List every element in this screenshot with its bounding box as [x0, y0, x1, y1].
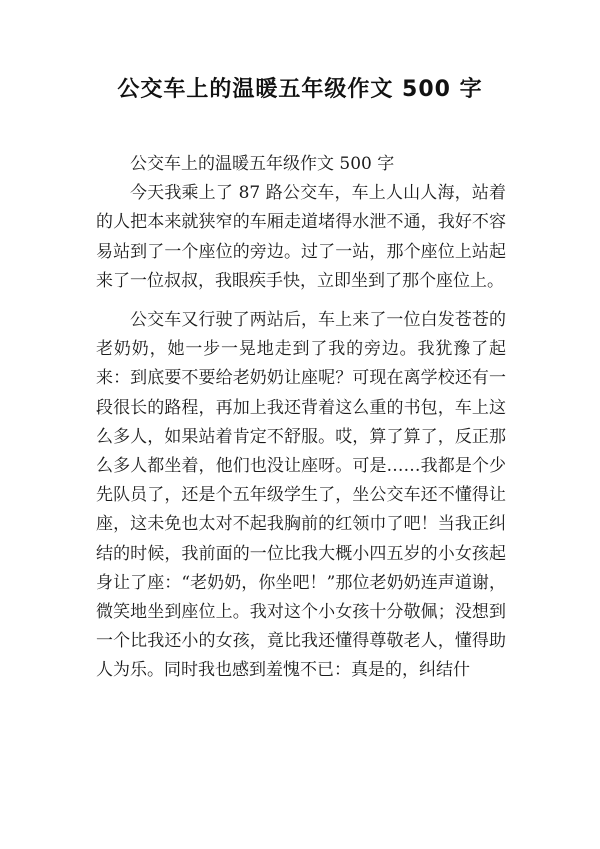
paragraph-2: 公交车又行驶了两站后，车上来了一位白发苍苍的老奶奶，她一步一晃地走到了我的旁边。我犹豫了起来：到底要不要给老奶奶让座呢？可现在离学校还有一段很长的路程，再加上我还背着这么重的书包，车上这么多人，如果站着肯定不舒服。哎，算了算了，反正那么多人都坐着，他们也没让座呀。可是……我都是个少先队员了，还是个五年级学生了，坐公交车还不懂得让座，这未免也太对不起我胸前的红领巾了吧！当我正纠结的时候，我前面的一位比我大概小四五岁的小女孩起身让了座：“老奶奶，你坐吧！”那位老奶奶连声道谢，微笑地坐到座位上。我对这个小女孩十分敬佩；没想到一个比我还小的女孩，竟比我还懂得尊敬老人，懂得助人为乐。同时我也感到羞愧不已：真是的，纠结什 [96, 310, 506, 681]
document-title: 公交车上的温暖五年级作文 500 字 [117, 77, 483, 102]
paragraph-heading: 公交车上的温暖五年级作文 500 字 [130, 154, 395, 174]
paragraph-1: 今天我乘上了 87 路公交车，车上人山人海，站着的人把本来就狭窄的车厢走道堵得水泄不通，我好不容易站到了一个座位的旁边。过了一站，那个座位上站起来了一位叔叔，我眼疾手快，立即坐到了那个座位上。 [96, 183, 506, 291]
document-body [96, 150, 506, 686]
